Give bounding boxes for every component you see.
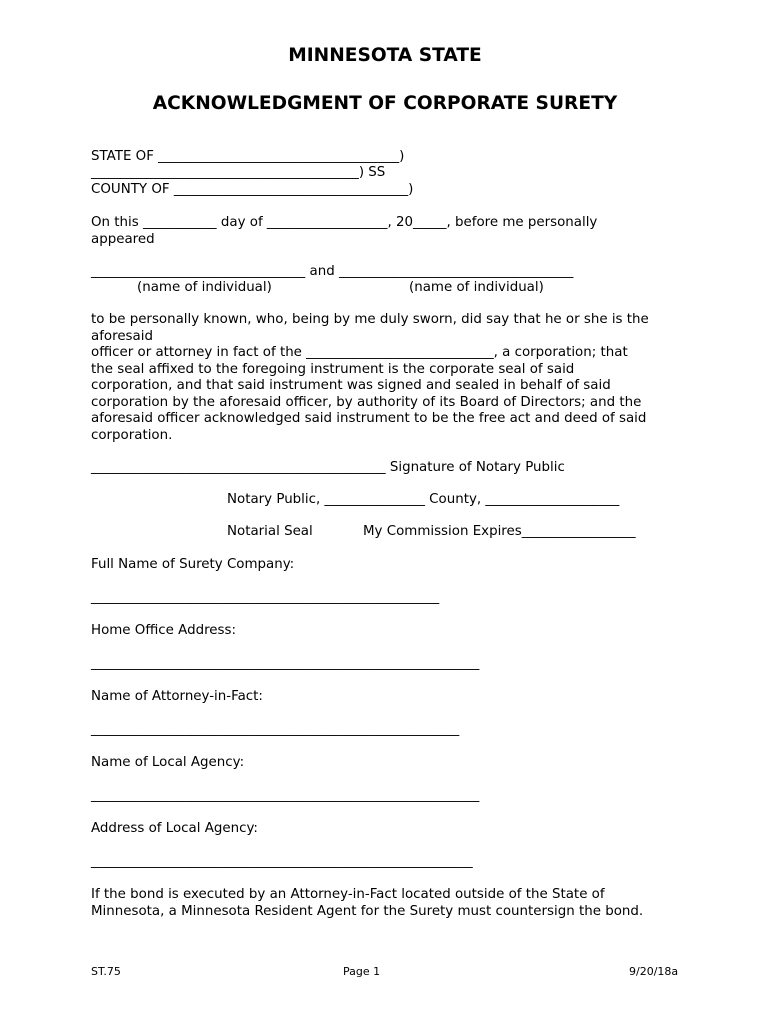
field-label-local-agency: Name of Local Agency: bbox=[91, 755, 245, 770]
field-blank-agency-address: _________________________________________________________ bbox=[91, 854, 473, 869]
footer-date: 9/20/18a bbox=[629, 965, 679, 978]
page-title: MINNESOTA STATE bbox=[288, 45, 482, 66]
statement-line: to be personally known, who, being by me duly sworn, did say that he or she is the bbox=[91, 312, 649, 327]
appearance-line: appeared bbox=[91, 232, 155, 247]
field-label-attorney-in-fact: Name of Attorney-in-Fact: bbox=[91, 689, 263, 704]
statement-line: aforesaid bbox=[91, 329, 153, 344]
statement-line: the seal affixed to the foregoing instrument is the corporate seal of said bbox=[91, 362, 575, 377]
individual-label-right: (name of individual) bbox=[409, 280, 544, 295]
statement-line: aforesaid officer acknowledged said instrument to be the free act and deed of said bbox=[91, 411, 647, 426]
notarial-seal-label: Notarial Seal bbox=[227, 524, 313, 539]
notary-county-line: Notary Public, _______________ County, ____________________ bbox=[227, 492, 620, 507]
footer-page-number: Page 1 bbox=[343, 965, 381, 978]
notary-signature-line: ____________________________________________ Signature of Notary Public bbox=[91, 460, 565, 475]
field-blank-home-office: __________________________________________________________ bbox=[91, 656, 480, 671]
note-line: If the bond is executed by an Attorney-in-Fact located outside of the State of bbox=[91, 887, 605, 902]
appearance-line: On this ___________ day of __________________, 20_____, before me personally bbox=[91, 215, 598, 230]
field-label-surety-company: Full Name of Surety Company: bbox=[91, 557, 295, 572]
field-label-home-office: Home Office Address: bbox=[91, 623, 236, 638]
county-of-line: COUNTY OF ___________________________________) bbox=[91, 182, 414, 197]
field-blank-attorney-in-fact: _______________________________________________________ bbox=[91, 722, 460, 737]
state-of-line: STATE OF ____________________________________) bbox=[91, 149, 405, 164]
individual-label-left: (name of individual) bbox=[137, 280, 272, 295]
field-blank-surety-company: ____________________________________________________ bbox=[91, 590, 440, 605]
statement-line: corporation, and that said instrument was signed and sealed in behalf of said bbox=[91, 378, 611, 393]
field-label-agency-address: Address of Local Agency: bbox=[91, 821, 258, 836]
field-blank-local-agency: __________________________________________________________ bbox=[91, 788, 480, 803]
statement-line: corporation by the aforesaid officer, by authority of its Board of Directors; and the bbox=[91, 395, 642, 410]
page-subtitle: ACKNOWLEDGMENT OF CORPORATE SURETY bbox=[152, 93, 618, 114]
ss-line: ________________________________________) SS bbox=[91, 165, 386, 180]
statement-line: officer or attorney in fact of the ____________________________, a corporation; that bbox=[91, 345, 628, 360]
statement-line: corporation. bbox=[91, 428, 173, 443]
commission-expires-line: My Commission Expires_________________ bbox=[363, 524, 636, 539]
footer-form-id: ST.75 bbox=[91, 965, 121, 978]
note-line: Minnesota, a Minnesota Resident Agent for the Surety must countersign the bond. bbox=[91, 904, 644, 919]
individual-names-line: ________________________________ and ___________________________________ bbox=[91, 264, 574, 279]
